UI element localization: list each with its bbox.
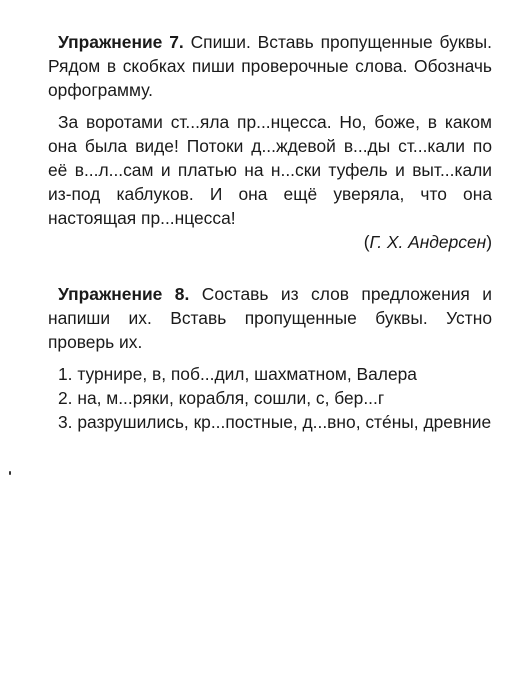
author-close-paren: )	[486, 232, 492, 252]
exercise-8-instruction-paragraph	[48, 282, 492, 354]
exercise-8-instruction: Составь из слов предложения и напиши их. Вставь пропущенные буквы. Устно проверь их.	[48, 284, 492, 352]
list-item: 1. турнире, в, поб...дил, шахматном, Валера	[58, 364, 417, 384]
exercise-7-instruction-paragraph	[48, 30, 492, 102]
exercise-7-text: За воротами ст...яла пр...нцесса. Но, боже, в каком она была виде! Потоки д...ждевой в...ды ст...кали по её в...л...сам и платью на н...ски туфель и выт...кали из-под каблуков. И она ещё уверяла, что она настоящая пр...нцесса!	[48, 112, 492, 228]
author-name: Г. Х. Андерсен	[369, 232, 487, 252]
exercise-8-items	[48, 362, 492, 434]
exercise-7-instruction: Спиши. Вставь пропущенные буквы. Рядом в скобках пиши проверочные слова. Обозначь орфограмму.	[48, 32, 492, 100]
author-open-paren: (	[363, 232, 370, 252]
list-item: 2. на, м...ряки, корабля, сошли, с, бер...г	[58, 388, 385, 408]
page-content	[48, 30, 492, 434]
exercise-8-heading: Упражнение 8.	[58, 284, 190, 304]
exercise-7-author	[48, 230, 492, 254]
list-item: 3. разрушились, кр...постные, д...вно, стéны, древние	[58, 412, 492, 432]
exercise-7	[48, 30, 492, 254]
exercise-8	[48, 282, 492, 434]
margin-mark	[9, 471, 11, 475]
exercise-7-heading: Упражнение 7.	[58, 32, 184, 52]
